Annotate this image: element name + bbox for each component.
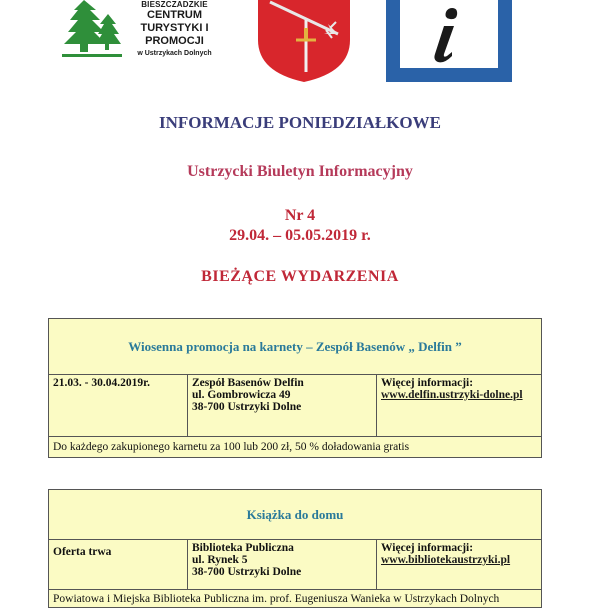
event-venue bbox=[188, 540, 377, 590]
more-info-label: Więcej informacji: bbox=[381, 542, 474, 554]
event-table bbox=[48, 318, 542, 458]
issue-number: Nr 4 bbox=[284, 207, 316, 224]
logo-line-3: TURYSTYKI I PROMOCJI bbox=[140, 22, 209, 47]
venue-street: ul. Rynek 5 bbox=[192, 554, 248, 566]
information-sign bbox=[386, 0, 512, 82]
event-description: Powiatowa i Miejska Biblioteka Publiczna im. prof. Eugeniusza Wanieka w Ustrzykach Dolnych bbox=[49, 590, 542, 608]
coat-of-arms bbox=[256, 0, 352, 82]
centrum-logo bbox=[62, 0, 232, 62]
event-date: Oferta trwa bbox=[49, 540, 188, 590]
venue-city: 38-700 Ustrzyki Dolne bbox=[192, 566, 302, 578]
event-description: Do każdego zakupionego karnetu za 100 lub 200 zł, 50 % doładowania gratis bbox=[49, 437, 542, 458]
event-date: 21.03. - 30.04.2019r. bbox=[49, 375, 188, 437]
logo-line-4: w Ustrzykach Dolnych bbox=[137, 50, 212, 57]
bulletin-title: Ustrzycki Biuletyn Informacyjny bbox=[187, 163, 413, 180]
more-info-label: Więcej informacji: bbox=[381, 377, 474, 389]
more-info-link[interactable]: www.bibliotekaustrzyki.pl bbox=[381, 554, 511, 566]
venue-city: 38-700 Ustrzyki Dolne bbox=[192, 401, 302, 413]
event-title: Wiosenna promocja na karnety – Zespół Basenów „ Delfin ” bbox=[49, 319, 542, 375]
information-sign-icon bbox=[386, 0, 512, 82]
event-title: Książka do domu bbox=[49, 490, 542, 540]
issue-dates: 29.04. – 05.05.2019 r. bbox=[229, 227, 371, 244]
venue-street: ul. Gombrowicza 49 bbox=[192, 389, 291, 401]
coat-of-arms-icon bbox=[256, 0, 352, 82]
event-more-info bbox=[377, 375, 542, 437]
section-title: BIEŻĄCE WYDARZENIA bbox=[201, 268, 399, 285]
event-table bbox=[48, 489, 542, 608]
more-info-link[interactable]: www.delfin.ustrzyki-dolne.pl bbox=[381, 389, 523, 401]
logo-line-2: CENTRUM bbox=[147, 9, 202, 21]
event-venue bbox=[188, 375, 377, 437]
event-more-info bbox=[377, 540, 542, 590]
venue-name: Biblioteka Publiczna bbox=[192, 542, 294, 554]
page-title: INFORMACJE PONIEDZIAŁKOWE bbox=[159, 113, 441, 132]
logo-line-1: BIESZCZADZKIE bbox=[141, 0, 208, 9]
venue-name: Zespół Basenów Delfin bbox=[192, 377, 304, 389]
